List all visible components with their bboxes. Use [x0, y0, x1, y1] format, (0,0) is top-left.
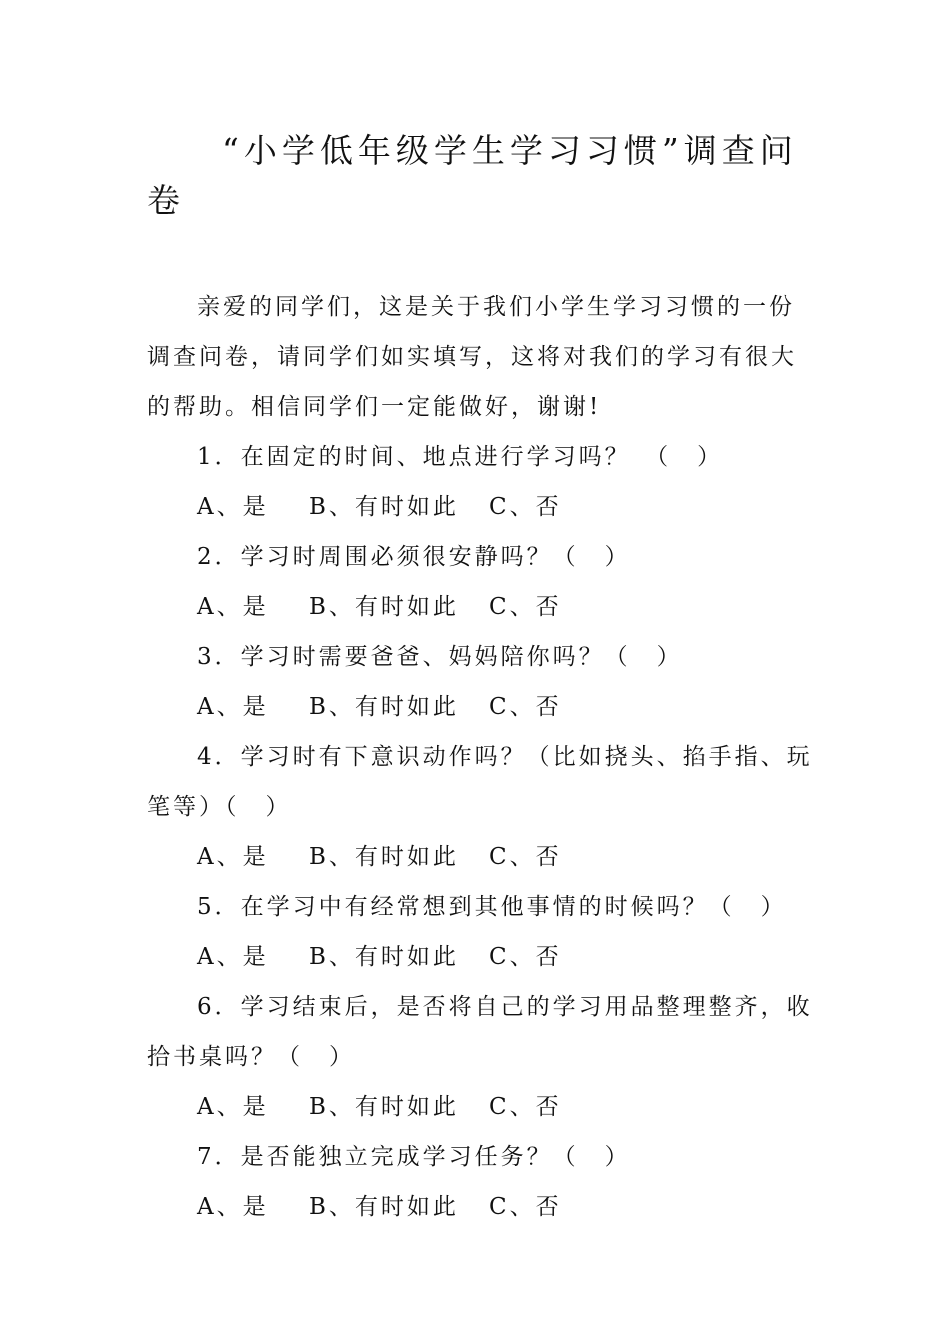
- question-6-options: [147, 1082, 813, 1132]
- option-a[interactable]: A、是: [197, 844, 269, 870]
- option-a[interactable]: A、是: [197, 1194, 269, 1220]
- intro-paragraph: 亲爱的同学们，这是关于我们小学生学习习惯的一份调查问卷，请同学们如实填写，这将对我们的学习有很大的帮助。相信同学们一定能做好，谢谢!: [147, 294, 797, 420]
- option-a[interactable]: A、是: [197, 594, 269, 620]
- question-1-options: [147, 482, 813, 532]
- option-c[interactable]: C、否: [489, 594, 562, 620]
- option-c[interactable]: C、否: [489, 944, 562, 970]
- question-2: 2．学习时周围必须很安静吗？（ ）: [197, 544, 631, 570]
- option-c[interactable]: C、否: [489, 844, 562, 870]
- question-4-options: [147, 832, 813, 882]
- option-c[interactable]: C、否: [489, 1094, 562, 1120]
- option-b[interactable]: B、有时如此: [309, 944, 459, 970]
- question-4: 4．学习时有下意识动作吗？（比如挠头、掐手指、玩笔等）（ ）: [147, 744, 813, 820]
- survey-title: “小学低年级学生学习习惯”调查问卷: [147, 131, 798, 220]
- question-5: 5．在学习中有经常想到其他事情的时候吗？（ ）: [197, 894, 787, 920]
- option-c[interactable]: C、否: [489, 694, 562, 720]
- option-b[interactable]: B、有时如此: [309, 594, 459, 620]
- option-a[interactable]: A、是: [197, 944, 269, 970]
- option-b[interactable]: B、有时如此: [309, 1194, 459, 1220]
- option-b[interactable]: B、有时如此: [309, 694, 459, 720]
- question-6: 6．学习结束后，是否将自己的学习用品整理整齐，收拾书桌吗？（ ）: [147, 994, 813, 1070]
- option-b[interactable]: B、有时如此: [309, 494, 459, 520]
- question-7-options: [147, 1182, 813, 1232]
- option-c[interactable]: C、否: [489, 1194, 562, 1220]
- question-7: 7．是否能独立完成学习任务？（ ）: [197, 1144, 631, 1170]
- question-1: 1．在固定的时间、地点进行学习吗？ （ ）: [197, 444, 724, 470]
- question-5-options: [147, 932, 813, 982]
- survey-body: [147, 282, 813, 1232]
- question-3-options: [147, 682, 813, 732]
- option-b[interactable]: B、有时如此: [309, 844, 459, 870]
- option-a[interactable]: A、是: [197, 1094, 269, 1120]
- option-b[interactable]: B、有时如此: [309, 1094, 459, 1120]
- option-c[interactable]: C、否: [489, 494, 562, 520]
- option-a[interactable]: A、是: [197, 694, 269, 720]
- question-2-options: [147, 582, 813, 632]
- question-3: 3．学习时需要爸爸、妈妈陪你吗？（ ）: [197, 644, 683, 670]
- option-a[interactable]: A、是: [197, 494, 269, 520]
